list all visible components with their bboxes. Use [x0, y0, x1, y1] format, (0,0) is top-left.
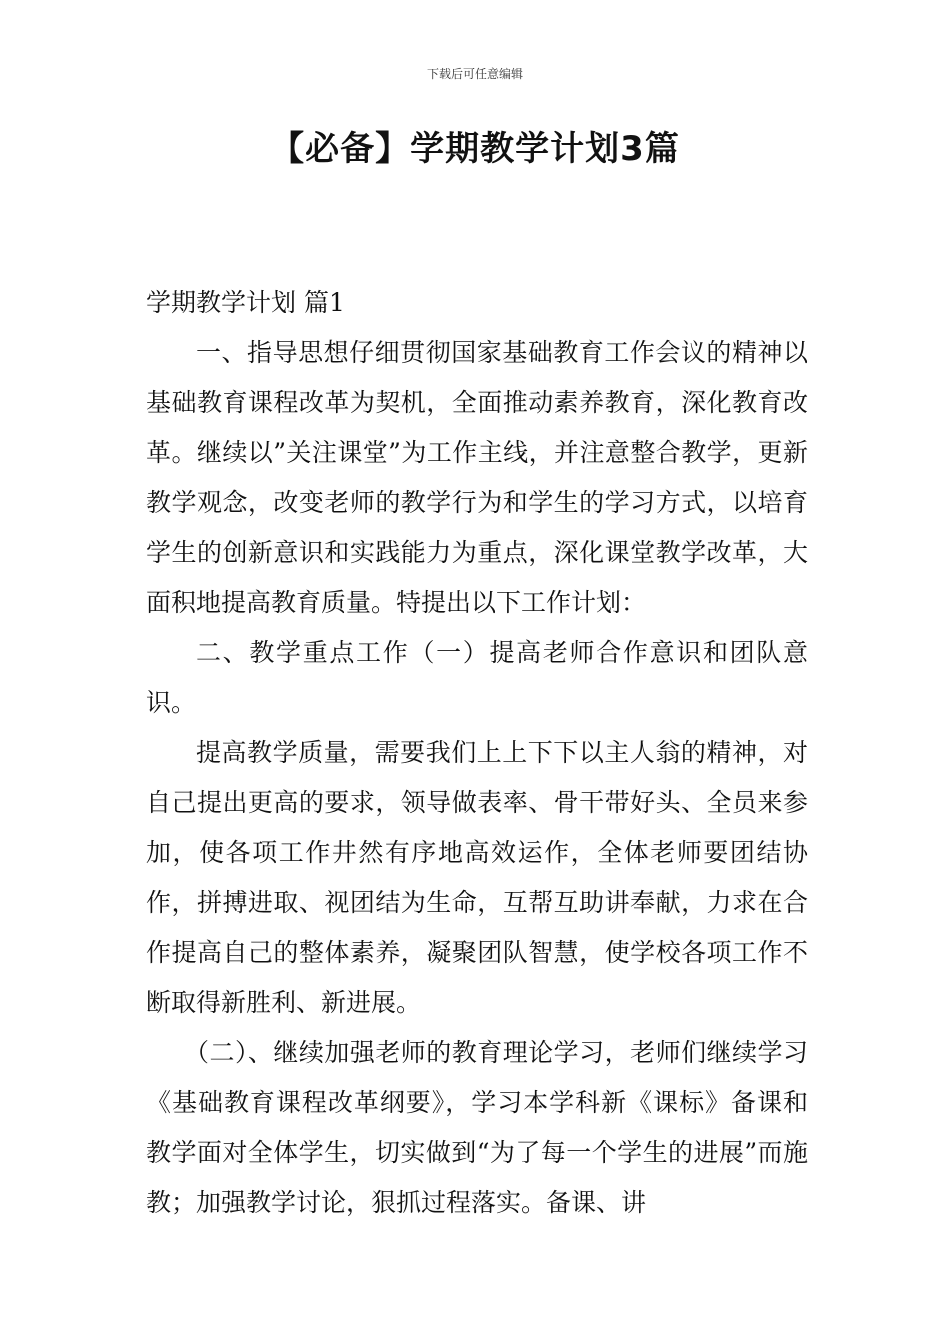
- section-heading: 学期教学计划 篇1: [146, 288, 345, 317]
- paragraph-theory-study: （二）、继续加强老师的教育理论学习，老师们继续学习《基础教育课程改革纲要》，学习本学科新《课标》备课和教学面对全体学生，切实做到“为了每一个学生的进展”而施教；加强教学讨论，狠抓过程落实。备课、讲: [146, 1038, 808, 1217]
- paragraph-guiding-thought: 一、指导思想仔细贯彻国家基础教育工作会议的精神以基础教育课程改革为契机，全面推动素养教育，深化教育改革。继续以”关注课堂”为工作主线，并注意整合教学，更新教学观念，改变老师的教学行为和学生的学习方式，以培育学生的创新意识和实践能力为重点，深化课堂教学改革，大面积地提高教育质量。特提出以下工作计划：: [146, 338, 808, 617]
- document-title: 【必备】学期教学计划3篇: [270, 129, 680, 169]
- header-note: 下载后可任意编辑: [426, 67, 523, 81]
- paragraph-teaching-quality: 提高教学质量，需要我们上上下下以主人翁的精神，对自己提出更高的要求，领导做表率、骨干带好头、全员来参加，使各项工作井然有序地高效运作，全体老师要团结协作，拼搏进取、视团结为生命，互帮互助讲奉献，力求在合作提高自己的整体素养，凝聚团队智慧，使学校各项工作不断取得新胜利、新进展。: [146, 738, 808, 1017]
- document-body: [146, 278, 808, 1228]
- paragraph-teaching-focus: 二、教学重点工作（一）提高老师合作意识和团队意识。: [146, 638, 808, 717]
